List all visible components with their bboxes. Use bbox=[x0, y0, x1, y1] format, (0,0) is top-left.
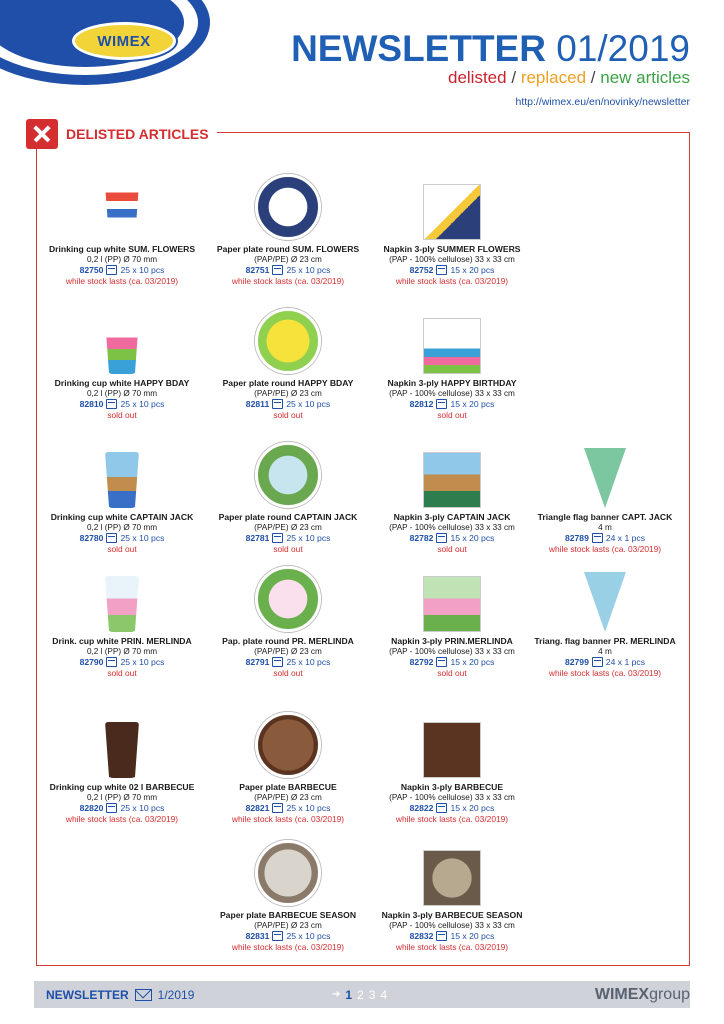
product-status: while stock lasts (ca. 03/2019) bbox=[395, 942, 509, 952]
product-item[interactable] bbox=[37, 706, 207, 824]
product-item[interactable] bbox=[203, 560, 373, 678]
napkin-thumbnail bbox=[423, 318, 481, 374]
product-code-row bbox=[203, 265, 373, 275]
product-name: Drinking cup white 02 l BARBECUE bbox=[49, 782, 195, 792]
product-spec: 0,2 l (PP) Ø 70 mm bbox=[86, 255, 158, 264]
product-image bbox=[37, 560, 207, 632]
product-image bbox=[520, 560, 690, 632]
product-item[interactable] bbox=[520, 560, 690, 678]
product-pack: 25 x 10 pcs bbox=[120, 399, 165, 409]
product-name: Drinking cup white CAPTAIN JACK bbox=[50, 512, 194, 522]
product-image bbox=[367, 168, 537, 240]
product-image bbox=[367, 302, 537, 374]
product-name: Paper plate round CAPTAIN JACK bbox=[218, 512, 358, 522]
product-status: sold out bbox=[107, 544, 137, 554]
newsletter-title-word: NEWSLETTER bbox=[291, 28, 546, 69]
product-code: 82821 bbox=[245, 803, 270, 813]
plate-thumbnail bbox=[255, 566, 321, 632]
product-code: 82782 bbox=[409, 533, 434, 543]
product-name: Pap. plate round PR. MERLINDA bbox=[222, 636, 354, 646]
product-pack: 15 x 20 pcs bbox=[450, 265, 495, 275]
product-name: Napkin 3-ply PRIN.MERLINDA bbox=[391, 636, 513, 646]
product-image bbox=[37, 436, 207, 508]
product-spec: (PAP/PE) Ø 23 cm bbox=[254, 647, 322, 656]
product-name: Drinking cup white SUM. FLOWERS bbox=[48, 244, 196, 254]
product-status: sold out bbox=[273, 410, 303, 420]
product-status: while stock lasts (ca. 03/2019) bbox=[395, 814, 509, 824]
product-name: Paper plate BARBECUE bbox=[239, 782, 337, 792]
product-image bbox=[367, 834, 537, 906]
product-item[interactable] bbox=[367, 560, 537, 678]
product-pack: 24 x 1 pcs bbox=[605, 657, 646, 667]
product-code: 82799 bbox=[564, 657, 589, 667]
package-box-icon bbox=[272, 399, 283, 409]
product-code-row bbox=[37, 657, 207, 667]
product-code-row bbox=[367, 399, 537, 409]
footer-label: NEWSLETTER bbox=[46, 987, 129, 1002]
package-box-icon bbox=[106, 265, 117, 275]
product-image bbox=[203, 436, 373, 508]
page-link-1[interactable]: 1 bbox=[345, 987, 353, 1002]
product-item[interactable] bbox=[37, 436, 207, 554]
footer-bar bbox=[34, 981, 690, 1008]
product-code-row bbox=[367, 265, 537, 275]
product-pack: 24 x 1 pcs bbox=[605, 533, 646, 543]
napkin-thumbnail bbox=[423, 576, 481, 632]
product-code-row bbox=[37, 399, 207, 409]
cup-thumbnail bbox=[105, 318, 139, 374]
product-code-row bbox=[203, 803, 373, 813]
product-code: 82810 bbox=[79, 399, 104, 409]
package-box-icon bbox=[436, 657, 447, 667]
footer-issue: 1/2019 bbox=[157, 987, 195, 1002]
product-spec: 0,2 l (PP) Ø 70 mm bbox=[86, 523, 158, 532]
cup-thumbnail bbox=[105, 722, 139, 778]
product-pack: 15 x 20 pcs bbox=[450, 399, 495, 409]
product-spec: (PAP - 100% cellulose) 33 x 33 cm bbox=[389, 255, 515, 264]
product-spec: 4 m bbox=[598, 523, 612, 532]
product-status: while stock lasts (ca. 03/2019) bbox=[231, 814, 345, 824]
napkin-thumbnail bbox=[423, 850, 481, 906]
product-pack: 25 x 10 pcs bbox=[286, 931, 331, 941]
package-box-icon bbox=[272, 265, 283, 275]
product-status: while stock lasts (ca. 03/2019) bbox=[548, 668, 662, 678]
product-code: 82781 bbox=[245, 533, 270, 543]
plate-thumbnail bbox=[255, 840, 321, 906]
product-code: 82790 bbox=[79, 657, 104, 667]
package-box-icon bbox=[436, 533, 447, 543]
product-item[interactable] bbox=[203, 302, 373, 420]
product-pack: 25 x 10 pcs bbox=[120, 657, 165, 667]
product-pack: 25 x 10 pcs bbox=[286, 533, 331, 543]
mail-icon[interactable] bbox=[135, 989, 152, 1001]
product-name: Drink. cup white PRIN. MERLINDA bbox=[52, 636, 192, 646]
product-status: sold out bbox=[437, 410, 467, 420]
close-x-icon bbox=[26, 119, 58, 149]
product-code: 82751 bbox=[245, 265, 270, 275]
napkin-thumbnail bbox=[423, 452, 481, 508]
product-status: sold out bbox=[273, 544, 303, 554]
product-code: 82811 bbox=[245, 399, 270, 409]
product-image bbox=[37, 168, 207, 240]
product-name: Napkin 3-ply BARBECUE bbox=[400, 782, 504, 792]
plate-thumbnail bbox=[255, 442, 321, 508]
product-code-row bbox=[203, 657, 373, 667]
product-item[interactable] bbox=[37, 168, 207, 286]
subtitle-replaced: replaced bbox=[520, 68, 587, 87]
product-spec: (PAP/PE) Ø 23 cm bbox=[254, 255, 322, 264]
subtitle-new: new articles bbox=[600, 68, 690, 87]
product-item[interactable] bbox=[367, 302, 537, 420]
section-title: DELISTED ARTICLES bbox=[66, 126, 209, 142]
product-status: while stock lasts (ca. 03/2019) bbox=[231, 276, 345, 286]
plate-thumbnail bbox=[255, 308, 321, 374]
footer-brand-light: group bbox=[649, 985, 690, 1003]
product-image bbox=[203, 706, 373, 778]
product-spec: 4 m bbox=[598, 647, 612, 656]
package-box-icon bbox=[106, 657, 117, 667]
product-pack: 15 x 20 pcs bbox=[450, 931, 495, 941]
page-link-3[interactable]: 3 bbox=[368, 987, 376, 1002]
product-item[interactable] bbox=[367, 436, 537, 554]
product-status: sold out bbox=[107, 668, 137, 678]
product-spec: 0,2 l (PP) Ø 70 mm bbox=[86, 389, 158, 398]
package-box-icon bbox=[272, 803, 283, 813]
footer-pagination bbox=[332, 988, 387, 1002]
product-pack: 25 x 10 pcs bbox=[286, 399, 331, 409]
package-box-icon bbox=[436, 803, 447, 813]
product-pack: 15 x 20 pcs bbox=[450, 657, 495, 667]
product-status: while stock lasts (ca. 03/2019) bbox=[231, 942, 345, 952]
product-spec: (PAP/PE) Ø 23 cm bbox=[254, 389, 322, 398]
footer-newsletter bbox=[46, 988, 194, 1002]
cup-thumbnail bbox=[105, 576, 139, 632]
product-code: 82752 bbox=[409, 265, 434, 275]
newsletter-issue: 01/2019 bbox=[556, 28, 690, 69]
product-name: Triang. flag banner PR. MERLINDA bbox=[534, 636, 676, 646]
cup-thumbnail bbox=[105, 452, 139, 508]
page-link-2[interactable]: 2 bbox=[357, 987, 364, 1002]
product-code: 82789 bbox=[564, 533, 589, 543]
product-status: sold out bbox=[273, 668, 303, 678]
product-status: sold out bbox=[437, 544, 467, 554]
arrow-right-icon: ➔ bbox=[332, 989, 341, 1000]
package-box-icon bbox=[106, 533, 117, 543]
product-spec: (PAP - 100% cellulose) 33 x 33 cm bbox=[389, 389, 515, 398]
flag-banner-thumbnail bbox=[584, 572, 626, 632]
plate-thumbnail bbox=[255, 174, 321, 240]
newsletter-url-link[interactable]: http://wimex.eu/en/novinky/newsletter bbox=[515, 96, 690, 108]
package-box-icon bbox=[592, 657, 603, 667]
product-spec: (PAP - 100% cellulose) 33 x 33 cm bbox=[389, 793, 515, 802]
product-item[interactable] bbox=[520, 436, 690, 554]
product-name: Napkin 3-ply HAPPY BIRTHDAY bbox=[387, 378, 517, 388]
product-image bbox=[203, 302, 373, 374]
product-name: Triangle flag banner CAPT. JACK bbox=[537, 512, 673, 522]
product-name: Paper plate BARBECUE SEASON bbox=[219, 910, 357, 920]
napkin-thumbnail bbox=[423, 722, 481, 778]
product-code-row bbox=[367, 533, 537, 543]
footer-brand-bold: WIMEX bbox=[594, 985, 650, 1003]
product-code-row bbox=[520, 533, 690, 543]
product-image bbox=[367, 706, 537, 778]
product-status: while stock lasts (ca. 03/2019) bbox=[395, 276, 509, 286]
product-spec: 0,2 l (PP) Ø 70 mm bbox=[86, 647, 158, 656]
product-spec: (PAP - 100% cellulose) 33 x 33 cm bbox=[389, 647, 515, 656]
product-item[interactable] bbox=[367, 834, 537, 952]
subtitle-separator: / bbox=[590, 68, 596, 87]
product-image bbox=[203, 834, 373, 906]
product-item[interactable] bbox=[367, 168, 537, 286]
product-item[interactable] bbox=[203, 168, 373, 286]
product-code: 82792 bbox=[409, 657, 434, 667]
product-name: Drinking cup white HAPPY BDAY bbox=[54, 378, 190, 388]
product-item[interactable] bbox=[203, 834, 373, 952]
product-status: sold out bbox=[437, 668, 467, 678]
product-pack: 25 x 10 pcs bbox=[286, 803, 331, 813]
product-spec: (PAP/PE) Ø 23 cm bbox=[254, 793, 322, 802]
product-status: while stock lasts (ca. 03/2019) bbox=[65, 814, 179, 824]
cup-thumbnail bbox=[105, 184, 139, 240]
product-pack: 25 x 10 pcs bbox=[120, 265, 165, 275]
product-pack: 15 x 20 pcs bbox=[450, 803, 495, 813]
package-box-icon bbox=[106, 803, 117, 813]
product-name: Napkin 3-ply BARBECUE SEASON bbox=[381, 910, 523, 920]
subtitle-delisted: delisted bbox=[448, 68, 507, 87]
product-code-row bbox=[203, 399, 373, 409]
product-code-row bbox=[367, 803, 537, 813]
product-code-row bbox=[37, 265, 207, 275]
product-pack: 25 x 10 pcs bbox=[286, 657, 331, 667]
product-image bbox=[367, 436, 537, 508]
product-code-row bbox=[37, 533, 207, 543]
product-code-row bbox=[367, 657, 537, 667]
product-pack: 25 x 10 pcs bbox=[120, 533, 165, 543]
product-image bbox=[37, 302, 207, 374]
product-spec: (PAP - 100% cellulose) 33 x 33 cm bbox=[389, 921, 515, 930]
package-box-icon bbox=[436, 399, 447, 409]
product-spec: 0,2 l (PP) Ø 70 mm bbox=[86, 793, 158, 802]
product-code: 82780 bbox=[79, 533, 104, 543]
product-name: Napkin 3-ply CAPTAIN JACK bbox=[393, 512, 511, 522]
product-spec: (PAP/PE) Ø 23 cm bbox=[254, 921, 322, 930]
product-name: Napkin 3-ply SUMMER FLOWERS bbox=[383, 244, 521, 254]
product-name: Paper plate round SUM. FLOWERS bbox=[216, 244, 360, 254]
product-spec: (PAP - 100% cellulose) 33 x 33 cm bbox=[389, 523, 515, 532]
product-image bbox=[520, 436, 690, 508]
footer-brand bbox=[595, 986, 690, 1004]
product-code: 82831 bbox=[245, 931, 270, 941]
product-code: 82822 bbox=[409, 803, 434, 813]
product-item[interactable] bbox=[37, 560, 207, 678]
product-pack: 15 x 20 pcs bbox=[450, 533, 495, 543]
product-item[interactable] bbox=[367, 706, 537, 824]
product-code: 82812 bbox=[409, 399, 434, 409]
package-box-icon bbox=[272, 533, 283, 543]
product-code-row bbox=[367, 931, 537, 941]
product-status: while stock lasts (ca. 03/2019) bbox=[548, 544, 662, 554]
product-item[interactable] bbox=[203, 706, 373, 824]
package-box-icon bbox=[436, 265, 447, 275]
product-status: while stock lasts (ca. 03/2019) bbox=[65, 276, 179, 286]
newsletter-title bbox=[291, 28, 690, 70]
product-image bbox=[37, 706, 207, 778]
flag-banner-thumbnail bbox=[584, 448, 626, 508]
product-code: 82832 bbox=[409, 931, 434, 941]
product-image bbox=[203, 560, 373, 632]
product-code-row bbox=[203, 931, 373, 941]
package-box-icon bbox=[592, 533, 603, 543]
napkin-thumbnail bbox=[423, 184, 481, 240]
newsletter-subtitle bbox=[448, 68, 690, 88]
product-code: 82820 bbox=[79, 803, 104, 813]
product-code-row bbox=[203, 533, 373, 543]
section-header bbox=[26, 119, 217, 149]
package-box-icon bbox=[436, 931, 447, 941]
product-name: Paper plate round HAPPY BDAY bbox=[222, 378, 354, 388]
product-item[interactable] bbox=[203, 436, 373, 554]
page-link-4[interactable]: 4 bbox=[380, 987, 388, 1002]
product-pack: 25 x 10 pcs bbox=[120, 803, 165, 813]
logo-badge: WIMEX bbox=[72, 22, 176, 60]
product-item[interactable] bbox=[37, 302, 207, 420]
package-box-icon bbox=[272, 657, 283, 667]
product-image bbox=[203, 168, 373, 240]
subtitle-separator: / bbox=[511, 68, 517, 87]
package-box-icon bbox=[106, 399, 117, 409]
product-image bbox=[367, 560, 537, 632]
product-code-row bbox=[37, 803, 207, 813]
package-box-icon bbox=[272, 931, 283, 941]
product-code-row bbox=[520, 657, 690, 667]
product-pack: 25 x 10 pcs bbox=[286, 265, 331, 275]
wimex-logo[interactable] bbox=[0, 0, 210, 85]
product-code: 82791 bbox=[245, 657, 270, 667]
product-spec: (PAP/PE) Ø 23 cm bbox=[254, 523, 322, 532]
product-code: 82750 bbox=[79, 265, 104, 275]
plate-thumbnail bbox=[255, 712, 321, 778]
product-status: sold out bbox=[107, 410, 137, 420]
